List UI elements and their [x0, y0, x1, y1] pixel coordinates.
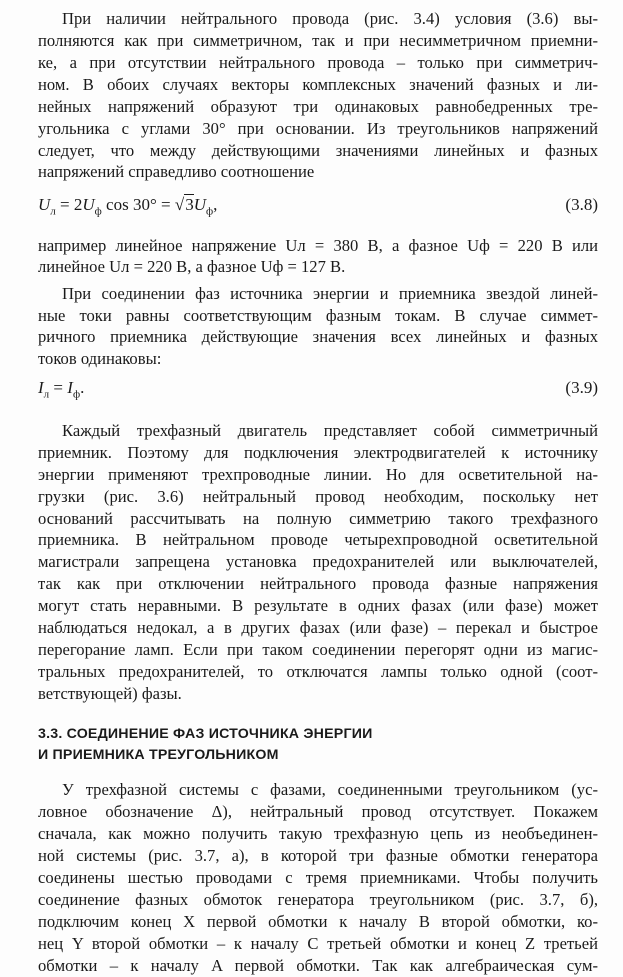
text-line: ветствующей) фазы. [38, 684, 182, 703]
text-line: перегорание ламп. Если при таком соединении перегорят одни из магис- [38, 640, 598, 659]
text-line: например линейное напряжение Uл = 380 В, а фазное Uф = 220 В или [38, 236, 598, 255]
text-line: приемника. В нейтральном проводе четырехпроводной осветительной [38, 530, 598, 549]
text-line: следует, что между действующими значениями линейных и фазных [38, 141, 598, 160]
text-line: приемник. Поэтому для подключения электродвигателей к источнику [38, 443, 598, 462]
formula-3-8 [38, 195, 598, 225]
text-line: ричного приемника действующие значения всех линейных и фазных [38, 327, 598, 346]
text-line: оснований рассчитывать на полную симметрию такого трехфазного [38, 509, 598, 528]
text-line: При наличии нейтрального провода (рис. 3.4) условия (3.6) вы- [62, 9, 598, 28]
text-line: Каждый трехфазный двигатель представляет собой симметричный [62, 421, 598, 440]
text-line: подключим конец X первой обмотки к началу B второй обмотки, ко- [38, 912, 598, 931]
text-line: наблюдаться недокал, а в других фазах (или фазе) – перекал и быстрое [38, 618, 598, 637]
section-heading-line: И ПРИЕМНИКА ТРЕУГОЛЬНИКОМ [38, 747, 279, 763]
text-line: соединены шестью проводами с тремя приемниками. Чтобы получить [38, 868, 598, 887]
text-line: нейных напряжений образуют три одинаковых равнобедренных тре- [38, 97, 598, 116]
text-line: обмотки – к началу A первой обмотки. Так как алгебраическая сум- [38, 956, 598, 975]
formula-expression: $U_л = 2U_ф$ $\cos 30^\circ = √3U_ф$, [38, 195, 218, 218]
text-line: линейное Uл = 220 В, а фазное Uф = 127 В. [38, 257, 346, 276]
text-line: ной системы (рис. 3.7, а), в которой три фазные обмотки генератора [38, 846, 598, 865]
equation-number: (3.9) [565, 378, 598, 397]
formula-expression: $I_л = I_ф$. [38, 378, 85, 401]
section-heading-line: 3.3. СОЕДИНЕНИЕ ФАЗ ИСТОЧНИКА ЭНЕРГИИ [38, 726, 373, 742]
text-line: У трехфазной системы с фазами, соединенными треугольником (ус- [62, 780, 598, 799]
equation-number: (3.8) [565, 195, 598, 214]
text-line: токов одинаковы: [38, 349, 162, 368]
text-line: тральных предохранителей, то отключатся лампы только одной (соот- [38, 662, 598, 681]
text-line: ные токи равны соответствующим фазным токам. В случае симмет- [38, 306, 598, 325]
text-line: При соединении фаз источника энергии и приемника звездой линей- [62, 284, 598, 303]
formula-3-9 [38, 378, 598, 408]
text-line: могут стать неравными. В результате в одних фазах (или фазе) может [38, 596, 598, 615]
text-line: ном. В обоих случаях векторы комплексных значений фазных и ли- [38, 75, 598, 94]
text-line: полняются как при симметричном, так и при несимметричном приемни- [38, 31, 598, 50]
text-line: соединение фазных обмоток генератора треугольником (рис. 3.7, б), [38, 890, 598, 909]
text-line: так как при отключении нейтрального провода фазные напряжения [38, 574, 598, 593]
text-line: грузки (рис. 3.6) нейтральный провод необходим, поскольку нет [38, 487, 598, 506]
text-line: напряжений справедливо соотношение [38, 162, 315, 181]
section-heading [38, 724, 598, 766]
text-line: магистрали запрещена установка предохранителей или выключателей, [38, 552, 598, 571]
text-line: нец Y второй обмотки – к началу C третьей обмотки и конец Z третьей [38, 934, 598, 953]
text-line: сначала, как можно получить такую трехфазную цепь из необъединен- [38, 824, 598, 843]
text-line: ловное обозначение Δ), нейтральный провод отсутствует. Покажем [38, 802, 598, 821]
text-line: угольника с углами 30° при основании. Из треугольников напряжений [38, 119, 598, 138]
text-line: ке, а при отсутствии нейтрального провода – только при симметрич- [38, 53, 598, 72]
text-line: энергии применяют трехпроводные линии. Но для осветительной на- [38, 465, 598, 484]
